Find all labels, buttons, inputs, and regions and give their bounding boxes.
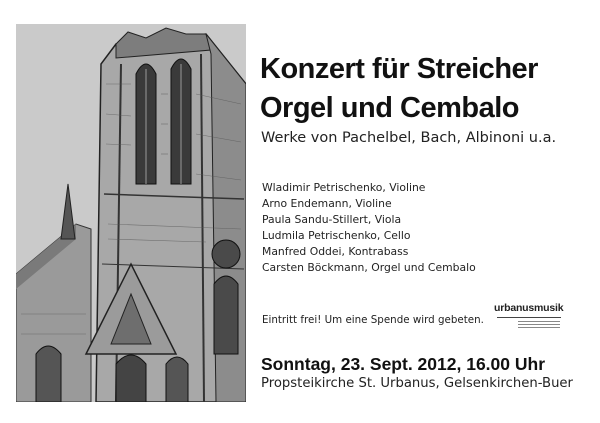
admission-note: Eintritt frei! Um eine Spende wird gebeten. bbox=[262, 314, 484, 326]
performer-item: Arno Endemann, Violine bbox=[262, 197, 392, 210]
logo-detail-line bbox=[518, 324, 560, 325]
concert-title bbox=[260, 50, 538, 128]
title-line-2: Orgel und Cembalo bbox=[260, 92, 519, 124]
performer-item: Carsten Böckmann, Orgel und Cembalo bbox=[262, 261, 476, 274]
title-line-1: Konzert für Streicher bbox=[260, 53, 538, 85]
performer-item: Ludmila Petrischenko, Cello bbox=[262, 229, 411, 242]
performer-item: Paula Sandu-Stillert, Viola bbox=[262, 213, 402, 226]
program-subtitle: Werke von Pachelbel, Bach, Albinoni u.a. bbox=[261, 130, 557, 146]
event-venue: Propsteikirche St. Urbanus, Gelsenkirchen-Buer bbox=[261, 376, 573, 391]
performer-item: Wladimir Petrischenko, Violine bbox=[262, 181, 426, 194]
logo-detail-line bbox=[518, 321, 560, 322]
logo-detail-line bbox=[518, 327, 560, 328]
logo-underline bbox=[497, 317, 561, 318]
church-tower-drawing bbox=[16, 24, 246, 402]
urbanusmusik-logo bbox=[494, 302, 564, 330]
performer-list bbox=[262, 180, 476, 276]
event-datetime: Sonntag, 23. Sept. 2012, 16.00 Uhr bbox=[261, 354, 545, 374]
performer-item: Manfred Oddei, Kontrabass bbox=[262, 245, 409, 258]
church-tower-image bbox=[16, 24, 246, 402]
logo-text: urbanusmusik bbox=[494, 302, 564, 314]
